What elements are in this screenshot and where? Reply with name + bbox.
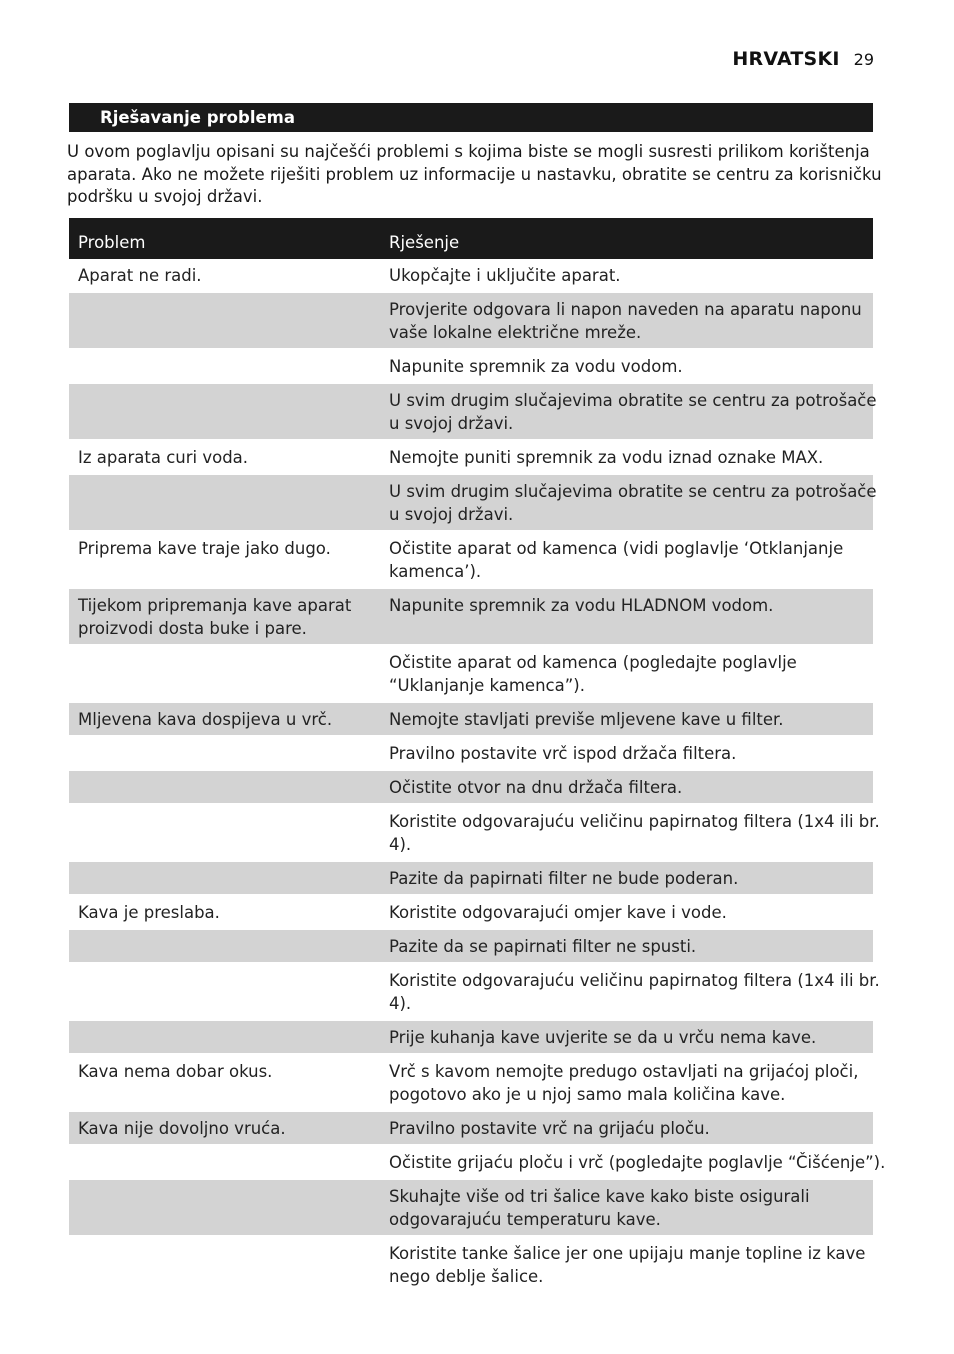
table-row bbox=[69, 896, 873, 930]
problem-cell bbox=[69, 902, 379, 928]
problem-cell bbox=[69, 595, 379, 644]
solution-text: Napunite spremnik za vodu vodom. bbox=[389, 357, 683, 376]
page-number: 29 bbox=[853, 50, 874, 69]
solution-cell bbox=[379, 1152, 886, 1178]
intro-line: podršku u svojoj državi. bbox=[67, 187, 263, 206]
solution-cell bbox=[379, 1061, 873, 1110]
solution-cell bbox=[379, 1243, 873, 1292]
table-row bbox=[69, 1237, 873, 1294]
table-row bbox=[69, 350, 873, 384]
solution-text: Ukopčajte i uključite aparat. bbox=[389, 266, 621, 285]
problem-cell bbox=[69, 1027, 379, 1053]
problem-cell bbox=[69, 936, 379, 962]
problem-cell bbox=[69, 1118, 379, 1144]
problem-text: Mljevena kava dospijeva u vrč. bbox=[78, 710, 333, 729]
solution-text: nego deblje šalice. bbox=[389, 1266, 544, 1286]
solution-text: Napunite spremnik za vodu HLADNOM vodom. bbox=[389, 596, 774, 615]
problem-text: Aparat ne radi. bbox=[78, 266, 202, 285]
table-row bbox=[69, 1180, 873, 1237]
problem-cell bbox=[69, 1186, 379, 1235]
solution-text: Koristite odgovarajuću veličinu papirnatog filtera (1x4 ili br. bbox=[389, 971, 880, 990]
problem-cell bbox=[69, 356, 379, 382]
solution-cell bbox=[379, 1118, 873, 1144]
problem-cell bbox=[69, 811, 379, 860]
solution-cell bbox=[379, 811, 880, 860]
solution-cell bbox=[379, 868, 873, 894]
solution-text: 4). bbox=[389, 834, 412, 854]
solution-cell bbox=[379, 936, 873, 962]
solution-cell bbox=[379, 481, 877, 530]
solution-cell bbox=[379, 356, 873, 382]
table-header bbox=[69, 218, 873, 259]
solution-cell bbox=[379, 595, 873, 644]
page-header bbox=[732, 48, 874, 70]
solution-cell bbox=[379, 538, 873, 587]
solution-cell bbox=[379, 652, 873, 701]
language-label: HRVATSKI bbox=[732, 48, 840, 70]
solution-cell bbox=[379, 709, 873, 735]
table-row bbox=[69, 1146, 886, 1180]
solution-text: Prije kuhanja kave uvjerite se da u vrču nema kave. bbox=[389, 1028, 817, 1047]
problem-cell bbox=[69, 868, 379, 894]
table-row bbox=[69, 293, 873, 350]
solution-text: Očistite aparat od kamenca (vidi poglavlje ‘Otklanjanje bbox=[389, 539, 844, 558]
problem-cell bbox=[69, 777, 379, 803]
solution-text: Provjerite odgovara li napon naveden na aparatu naponu bbox=[389, 300, 862, 319]
problem-cell bbox=[69, 652, 379, 701]
solution-text: Pazite da papirnati filter ne bude poderan. bbox=[389, 869, 739, 888]
problem-cell bbox=[69, 299, 379, 348]
solution-text: Vrč s kavom nemojte predugo ostavljati na grijaćoj ploči, bbox=[389, 1062, 859, 1081]
solution-cell bbox=[379, 970, 880, 1019]
header-solution: Rješenje bbox=[389, 233, 460, 252]
problem-cell bbox=[69, 709, 379, 735]
troubleshooting-table bbox=[69, 218, 886, 1294]
table-row bbox=[69, 475, 877, 532]
problem-text: Priprema kave traje jako dugo. bbox=[78, 539, 331, 558]
problem-text: Tijekom pripremanja kave aparat bbox=[78, 596, 352, 615]
table-row bbox=[69, 1021, 873, 1055]
problem-cell bbox=[69, 743, 379, 769]
solution-cell bbox=[379, 447, 873, 473]
problem-text: proizvodi dosta buke i pare. bbox=[78, 618, 307, 638]
solution-cell bbox=[379, 777, 873, 803]
problem-text: Kava nema dobar okus. bbox=[78, 1062, 273, 1081]
solution-text: Skuhajte više od tri šalice kave kako biste osigurali bbox=[389, 1187, 810, 1206]
table-row bbox=[69, 964, 880, 1021]
solution-text: vaše lokalne električne mreže. bbox=[389, 322, 642, 342]
problem-text: Iz aparata curi voda. bbox=[78, 448, 249, 467]
intro-paragraph bbox=[67, 141, 882, 209]
table-body bbox=[69, 259, 886, 1294]
solution-text: Nemojte puniti spremnik za vodu iznad oznake MAX. bbox=[389, 448, 824, 467]
table-row bbox=[69, 771, 873, 805]
table-row bbox=[69, 441, 873, 475]
solution-text: Očistite otvor na dnu držača filtera. bbox=[389, 778, 683, 797]
solution-text: Koristite odgovarajući omjer kave i vode. bbox=[389, 903, 727, 922]
table-row bbox=[69, 737, 873, 771]
solution-text: pogotovo ako je u njoj samo mala količina kave. bbox=[389, 1084, 786, 1104]
intro-line: aparata. Ako ne možete riješiti problem uz informacije u nastavku, obratite se centru za korisničku bbox=[67, 164, 882, 184]
solution-text: “Uklanjanje kamenca”). bbox=[389, 675, 585, 695]
table-row bbox=[69, 930, 873, 964]
solution-text: Pravilno postavite vrč na grijaću ploču. bbox=[389, 1119, 710, 1138]
solution-text: Koristite tanke šalice jer one upijaju manje topline iz kave bbox=[389, 1244, 866, 1263]
solution-text: Pazite da se papirnati filter ne spusti. bbox=[389, 937, 697, 956]
solution-cell bbox=[379, 1186, 873, 1235]
problem-cell bbox=[69, 390, 379, 439]
solution-text: 4). bbox=[389, 993, 412, 1013]
table-row bbox=[69, 589, 873, 646]
solution-cell bbox=[379, 1027, 873, 1053]
solution-text: u svojoj državi. bbox=[389, 504, 514, 524]
problem-cell bbox=[69, 1061, 379, 1110]
table-row bbox=[69, 703, 873, 737]
table-row bbox=[69, 646, 873, 703]
table-row bbox=[69, 384, 877, 441]
solution-cell bbox=[379, 390, 877, 439]
problem-text: Kava nije dovoljno vruća. bbox=[78, 1119, 286, 1138]
solution-cell bbox=[379, 743, 873, 769]
problem-text: Kava je preslaba. bbox=[78, 903, 220, 922]
solution-text: Koristite odgovarajuću veličinu papirnatog filtera (1x4 ili br. bbox=[389, 812, 880, 831]
solution-cell bbox=[379, 299, 873, 348]
solution-cell bbox=[379, 265, 873, 291]
problem-cell bbox=[69, 265, 379, 291]
section-title: Rješavanje problema bbox=[69, 103, 873, 132]
table-row bbox=[69, 862, 873, 896]
table-row bbox=[69, 1055, 873, 1112]
solution-text: U svim drugim slučajevima obratite se centru za potrošače bbox=[389, 391, 877, 410]
solution-text: Nemojte stavljati previše mljevene kave u filter. bbox=[389, 710, 784, 729]
table-row bbox=[69, 532, 873, 589]
problem-cell bbox=[69, 1243, 379, 1292]
problem-cell bbox=[69, 970, 379, 1019]
header-problem: Problem bbox=[78, 233, 146, 252]
solution-text: u svojoj državi. bbox=[389, 413, 514, 433]
table-row bbox=[69, 259, 873, 293]
solution-text: odgovarajuću temperaturu kave. bbox=[389, 1209, 661, 1229]
problem-cell bbox=[69, 1152, 379, 1178]
table-row bbox=[69, 1112, 873, 1146]
problem-cell bbox=[69, 538, 379, 587]
solution-text: Očistite grijaću ploču i vrč (pogledajte poglavlje “Čišćenje”). bbox=[389, 1153, 886, 1172]
solution-text: kamenca’). bbox=[389, 561, 482, 581]
solution-text: Očistite aparat od kamenca (pogledajte poglavlje bbox=[389, 653, 797, 672]
table-row bbox=[69, 805, 880, 862]
solution-cell bbox=[379, 902, 873, 928]
solution-text: Pravilno postavite vrč ispod držača filtera. bbox=[389, 744, 737, 763]
solution-text: U svim drugim slučajevima obratite se centru za potrošače bbox=[389, 482, 877, 501]
intro-line: U ovom poglavlju opisani su najčešći problemi s kojima biste se mogli susresti prilikom korištenja bbox=[67, 142, 870, 161]
problem-cell bbox=[69, 481, 379, 530]
problem-cell bbox=[69, 447, 379, 473]
